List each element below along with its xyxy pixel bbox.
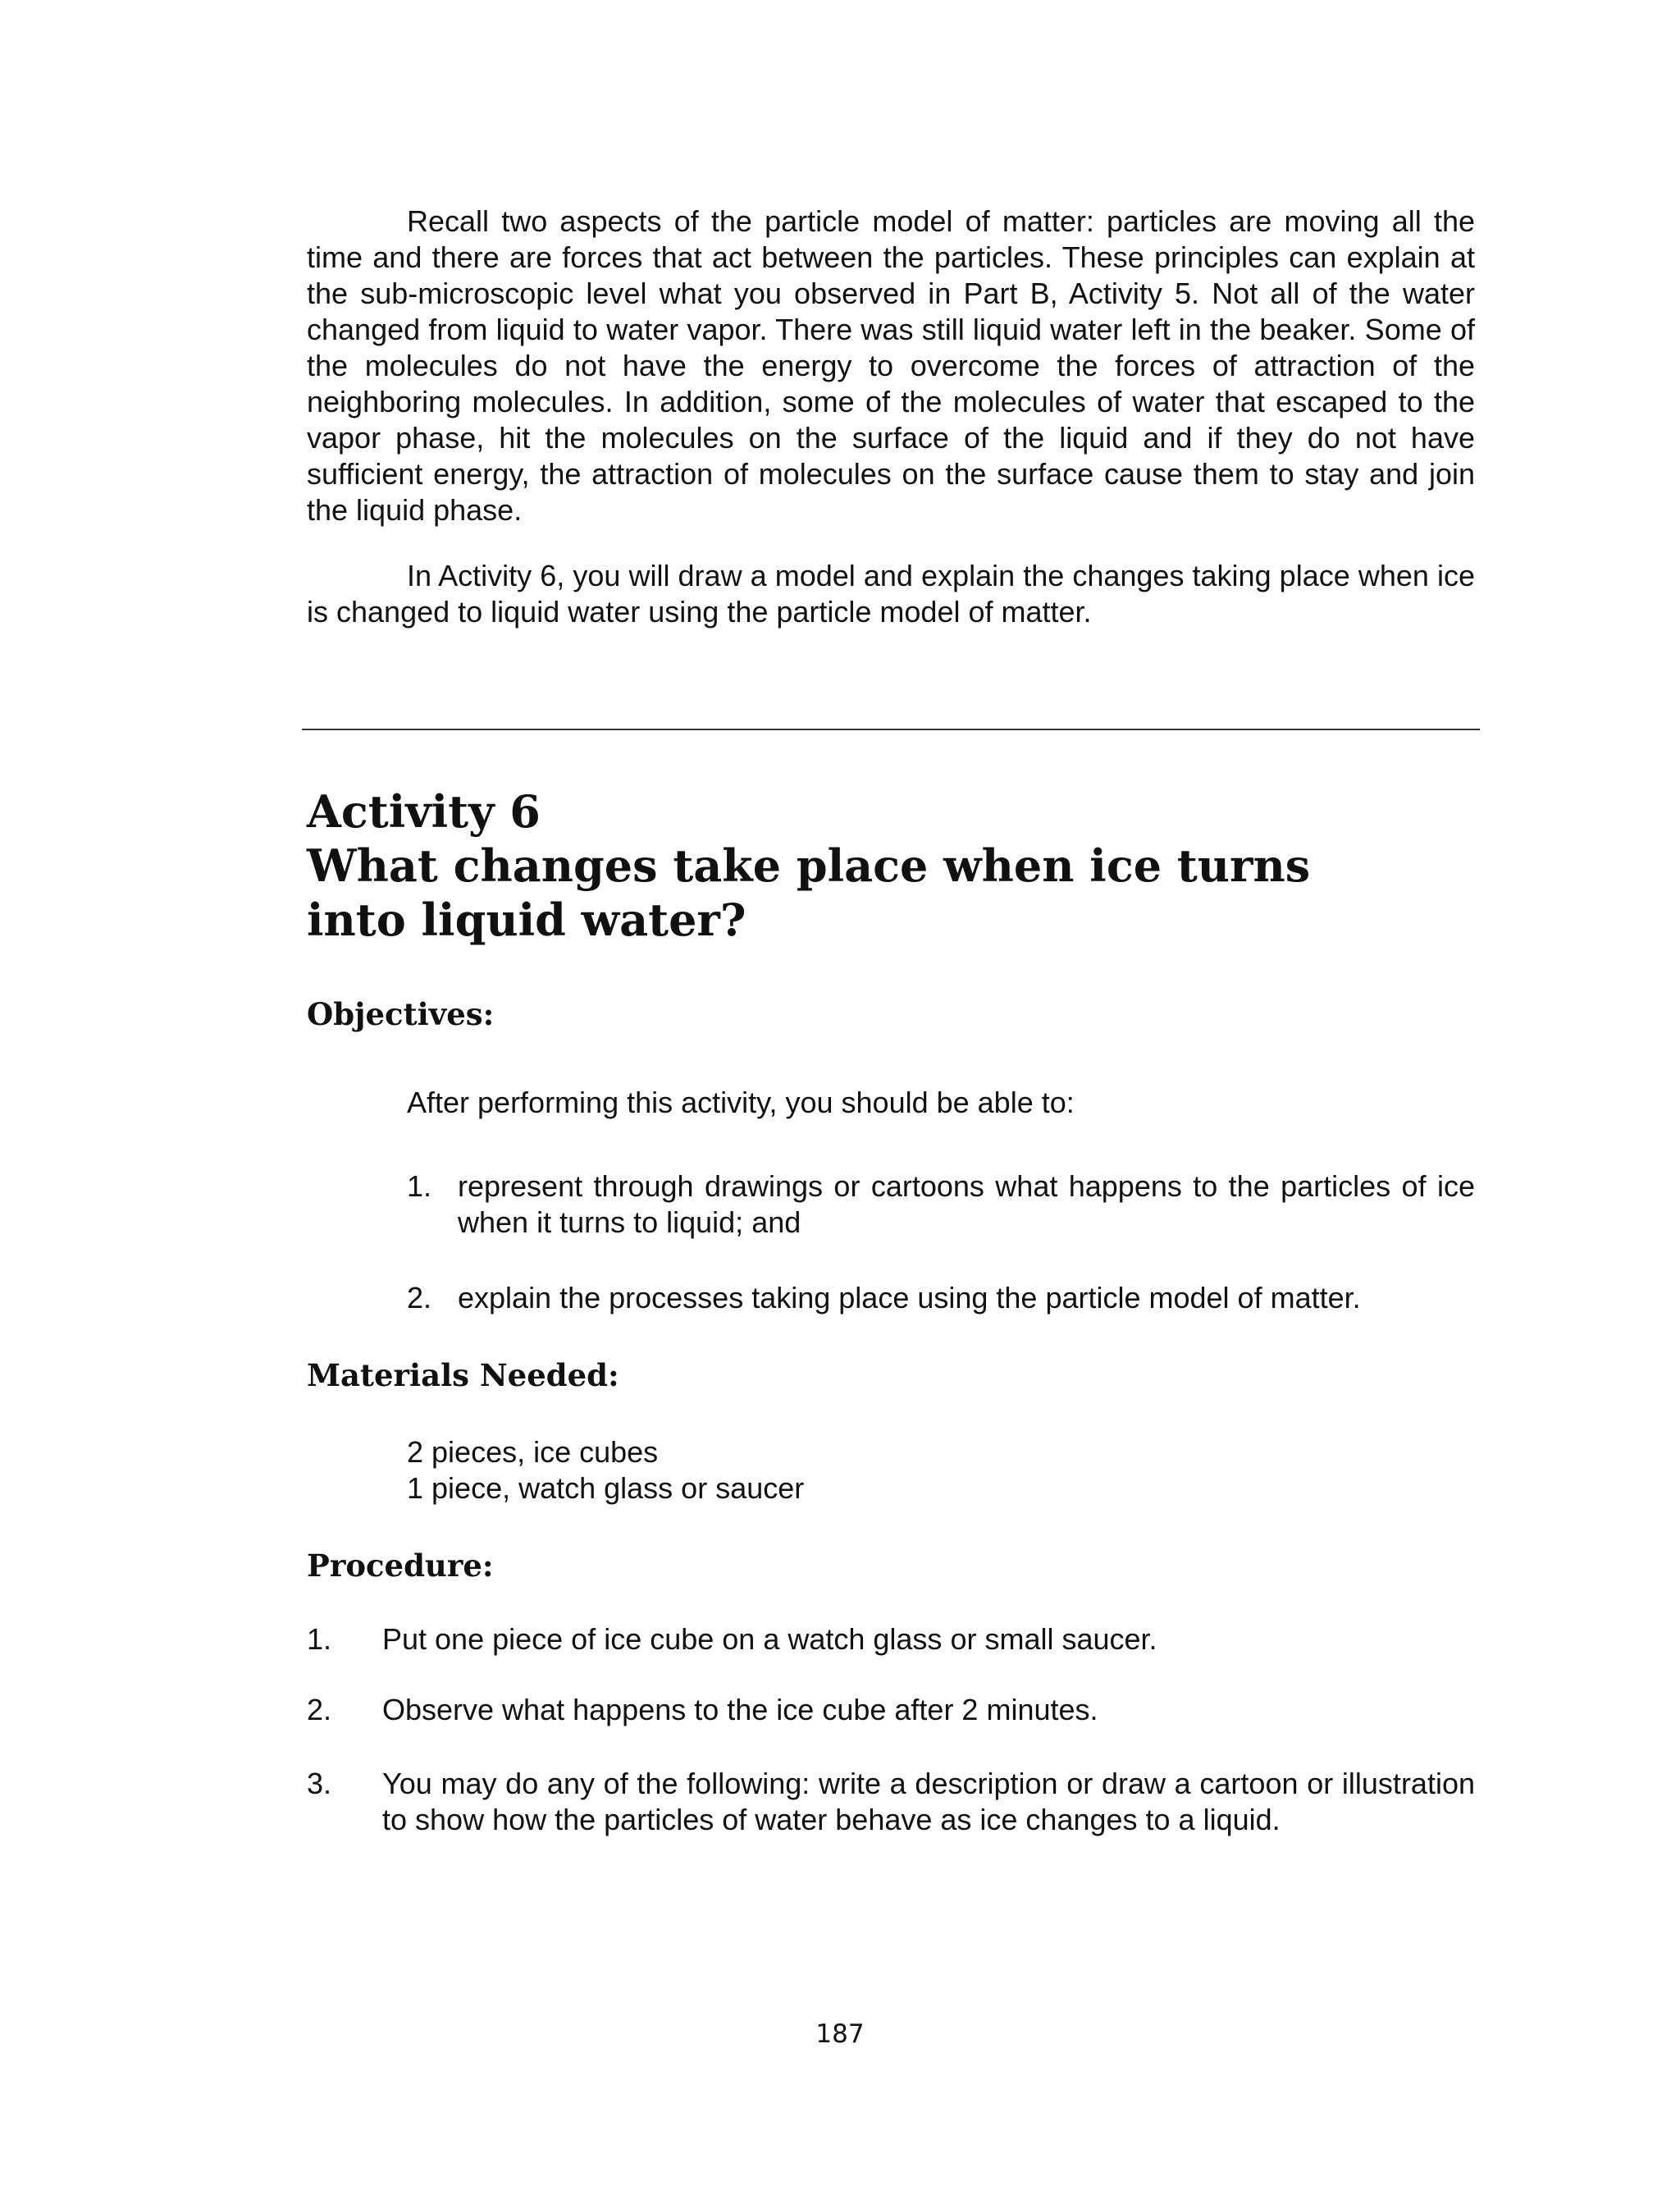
objectives-heading: Objectives: bbox=[307, 996, 495, 1032]
intro-section-2 bbox=[307, 558, 1475, 630]
procedure-step bbox=[307, 1766, 1475, 1838]
material-item: 2 pieces, ice cubes bbox=[407, 1435, 659, 1469]
materials-list bbox=[407, 1434, 1475, 1506]
intro-paragraph-1: Recall two aspects of the particle model of matter: particles are moving all the time and there are forces that act between the particles. These principles can explain at the sub-microscopic level what you observed in Part B, Activity 5. Not all of the water changed from liquid to water vapor. There was still liquid water left in the beaker. Some of the molecules do not have the energy to overcome the forces of attraction of the neighboring molecules. In addition, some of the molecules of water that escaped to the vapor phase, hit the molecules on the surface of the liquid and if they do not have sufficient energy, the attraction of molecules on the surface cause them to stay and join the liquid phase. bbox=[307, 204, 1475, 527]
intro-paragraph-2: In Activity 6, you will draw a model and explain the changes taking place when ice is changed to liquid water using the particle model of matter. bbox=[307, 559, 1475, 629]
material-item: 1 piece, watch glass or saucer bbox=[407, 1471, 805, 1505]
intro-section bbox=[307, 203, 1475, 528]
materials-heading: Materials Needed: bbox=[307, 1357, 619, 1393]
objective-item bbox=[407, 1280, 1475, 1316]
activity-number: Activity 6 bbox=[307, 785, 541, 838]
procedure-step-text: Observe what happens to the ice cube after 2 minutes. bbox=[382, 1693, 1098, 1726]
objectives-lead: After performing this activity, you should be able to: bbox=[407, 1086, 1075, 1119]
procedure-step-text: Put one piece of ice cube on a watch glass or small saucer. bbox=[382, 1622, 1157, 1656]
procedure-step-text: You may do any of the following: write a description or draw a cartoon or illustration to show how the particles of water behave as ice changes to a liquid. bbox=[382, 1767, 1475, 1836]
section-divider bbox=[302, 729, 1480, 730]
procedure-step bbox=[307, 1692, 1475, 1728]
procedure-step bbox=[307, 1621, 1475, 1657]
objective-number: 2. bbox=[407, 1281, 432, 1314]
objective-text: explain the processes taking place using the particle model of matter. bbox=[458, 1281, 1361, 1314]
procedure-step-number: 2. bbox=[307, 1693, 332, 1726]
procedure-step-number: 1. bbox=[307, 1622, 332, 1656]
objective-text: represent through drawings or cartoons what happens to the particles of ice when it turns to liquid; and bbox=[458, 1169, 1475, 1239]
procedure-heading: Procedure: bbox=[307, 1548, 494, 1584]
activity-title: What changes take place when ice turns into liquid water? bbox=[307, 839, 1311, 946]
objective-item bbox=[407, 1168, 1475, 1241]
procedure-step-number: 3. bbox=[307, 1767, 332, 1800]
activity-heading bbox=[307, 784, 1475, 947]
objective-number: 1. bbox=[407, 1169, 432, 1203]
page-number: 187 bbox=[815, 2019, 865, 2049]
